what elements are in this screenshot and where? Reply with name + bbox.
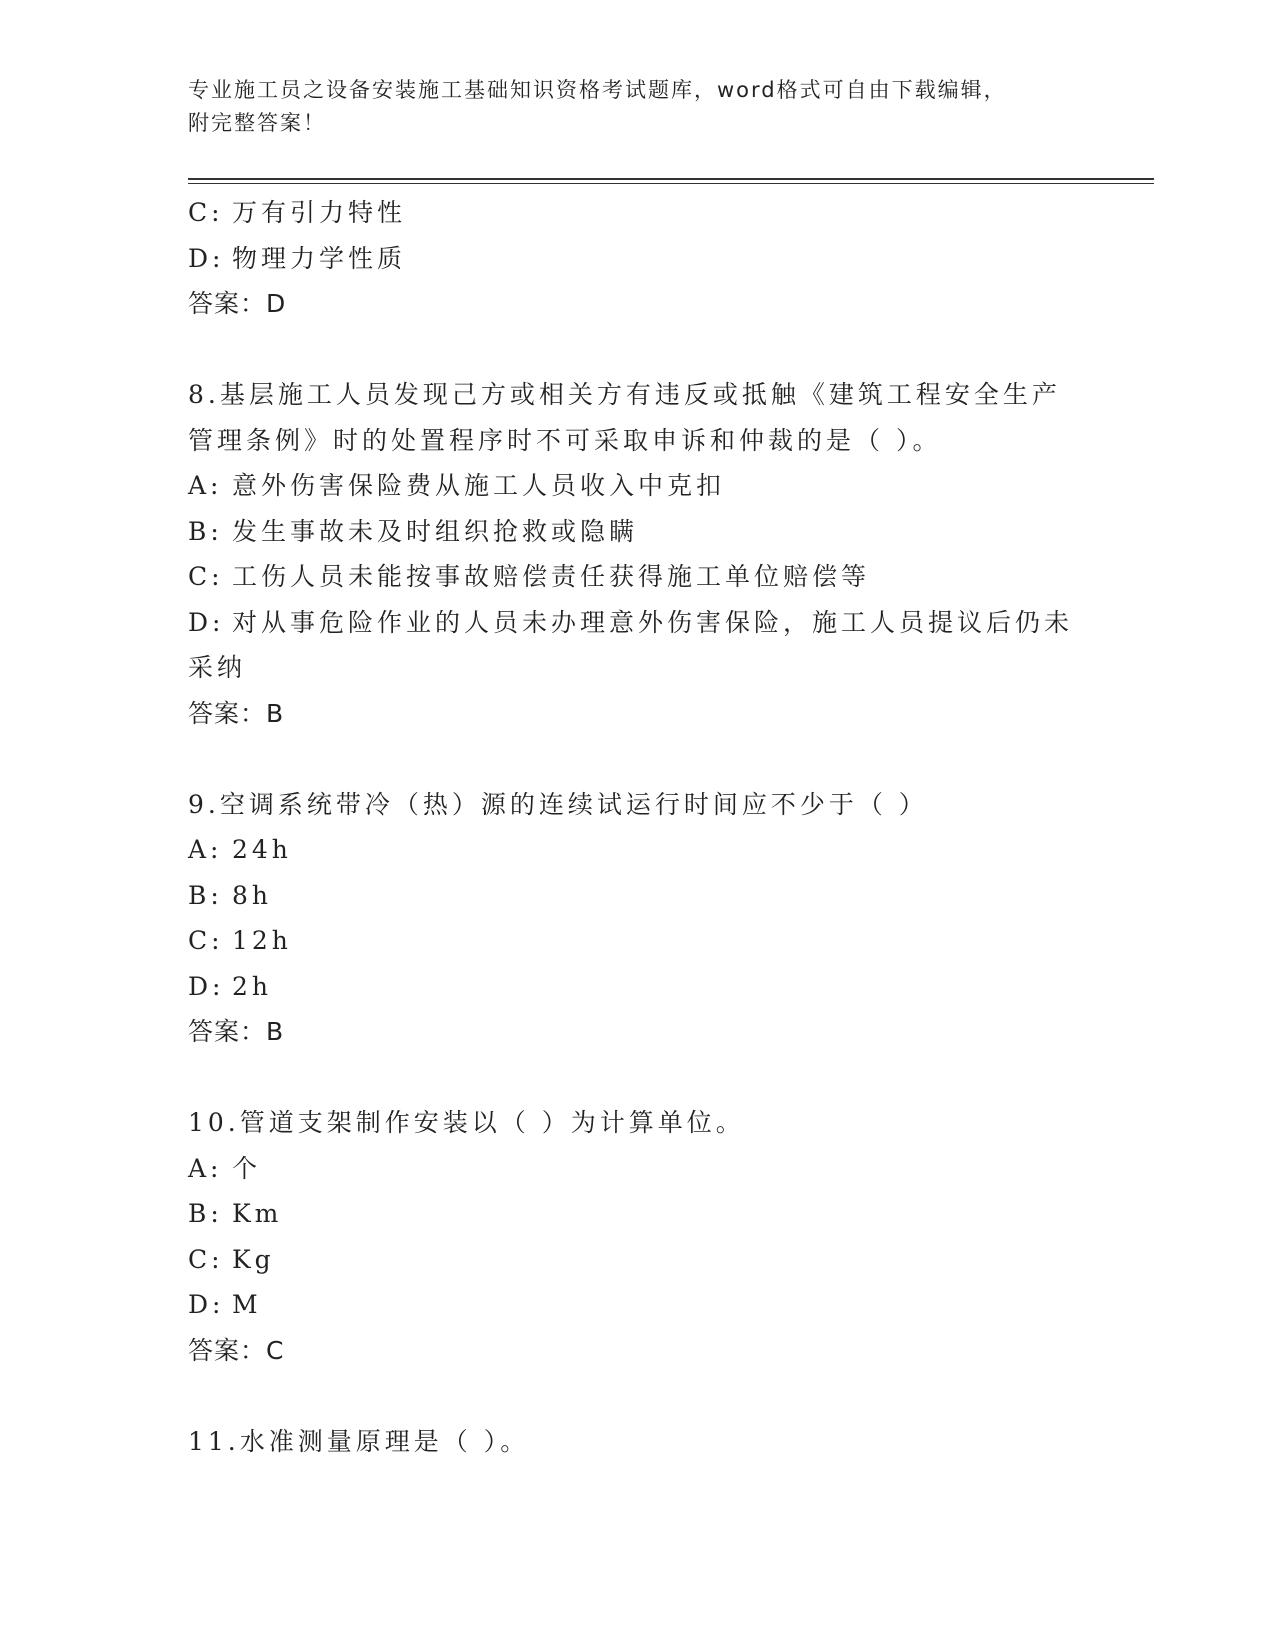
option-text: 24h <box>232 835 292 864</box>
option-label: A: <box>188 835 223 864</box>
option-d <box>188 1282 1088 1328</box>
option-label: D: <box>188 1290 225 1319</box>
spacer <box>188 736 1088 782</box>
option-label: A: <box>188 1153 223 1183</box>
option-b <box>188 1191 1088 1237</box>
question-list <box>188 190 1088 1464</box>
spacer <box>188 1373 1088 1419</box>
option-text: 对从事危险作业的人员未办理意外伤害保险，施工人员提议后仍未 <box>232 607 1074 637</box>
option-c <box>188 918 1088 964</box>
option-label: B: <box>188 880 223 910</box>
option-b <box>188 509 1088 555</box>
option-a <box>188 463 1088 509</box>
option-a <box>188 1146 1088 1192</box>
option-label: B: <box>188 516 223 546</box>
option-label: C: <box>188 926 224 955</box>
option-c <box>188 1237 1088 1283</box>
option-label: C: <box>188 562 224 591</box>
option-text: 万有引力特性 <box>232 198 407 227</box>
option-text: 工伤人员未能按事故赔偿责任获得施工单位赔偿等 <box>232 562 871 591</box>
option-d-continued: 采纳 <box>188 653 247 682</box>
option-text: 2h <box>232 971 273 1001</box>
document-header <box>188 74 1068 140</box>
question-9 <box>188 782 1088 1055</box>
option-label: A: <box>188 471 223 500</box>
question-stem: 9.空调系统带冷（热）源的连续试运行时间应不少于（ ） <box>188 789 928 819</box>
option-label: D: <box>188 243 225 273</box>
option-text: 个 <box>232 1153 262 1183</box>
option-a <box>188 827 1088 873</box>
option-text: Km <box>232 1199 283 1228</box>
option-c <box>188 190 1088 236</box>
question-stem: 11.水准测量原理是（ ）。 <box>188 1426 530 1456</box>
header-title-line1: 专业施工员之设备安装施工基础知识资格考试题库，word格式可自由下载编辑， <box>188 78 1007 102</box>
option-text: 发生事故未及时组织抢救或隐瞒 <box>232 516 639 546</box>
option-label: D: <box>188 607 225 637</box>
question-stem-continued: 管理条例》时的处置程序时不可采取申诉和仲裁的是（ ）。 <box>188 425 942 455</box>
answer-line: 答案：C <box>188 1335 285 1365</box>
answer-line: 答案：B <box>188 1017 285 1046</box>
spacer <box>188 327 1088 373</box>
question-stem: 8.基层施工人员发现己方或相关方有违反或抵触《建筑工程安全生产 <box>188 380 1061 409</box>
option-label: C: <box>188 198 224 227</box>
option-text: 物理力学性质 <box>232 243 407 273</box>
question-7 <box>188 190 1088 327</box>
option-text: 意外伤害保险费从施工人员收入中克扣 <box>232 471 726 500</box>
option-b <box>188 873 1088 919</box>
option-text: Kg <box>232 1244 275 1274</box>
option-d <box>188 600 1088 646</box>
option-label: B: <box>188 1199 223 1228</box>
answer-line: 答案：D <box>188 289 287 318</box>
spacer <box>188 1055 1088 1101</box>
option-label: D: <box>188 971 225 1001</box>
option-d <box>188 236 1088 282</box>
header-divider-thin <box>188 183 1154 184</box>
option-text: M <box>232 1290 262 1319</box>
header-divider-thick <box>188 178 1154 180</box>
option-c <box>188 554 1088 600</box>
question-11 <box>188 1419 1088 1465</box>
answer-line: 答案：B <box>188 698 285 728</box>
question-stem: 10.管道支架制作安装以（ ）为计算单位。 <box>188 1108 745 1137</box>
option-text: 12h <box>232 926 292 955</box>
question-8 <box>188 372 1088 736</box>
question-10 <box>188 1100 1088 1373</box>
option-text: 8h <box>232 880 273 910</box>
option-label: C: <box>188 1244 224 1274</box>
option-d <box>188 964 1088 1010</box>
header-title-line2: 附完整答案！ <box>188 111 326 135</box>
